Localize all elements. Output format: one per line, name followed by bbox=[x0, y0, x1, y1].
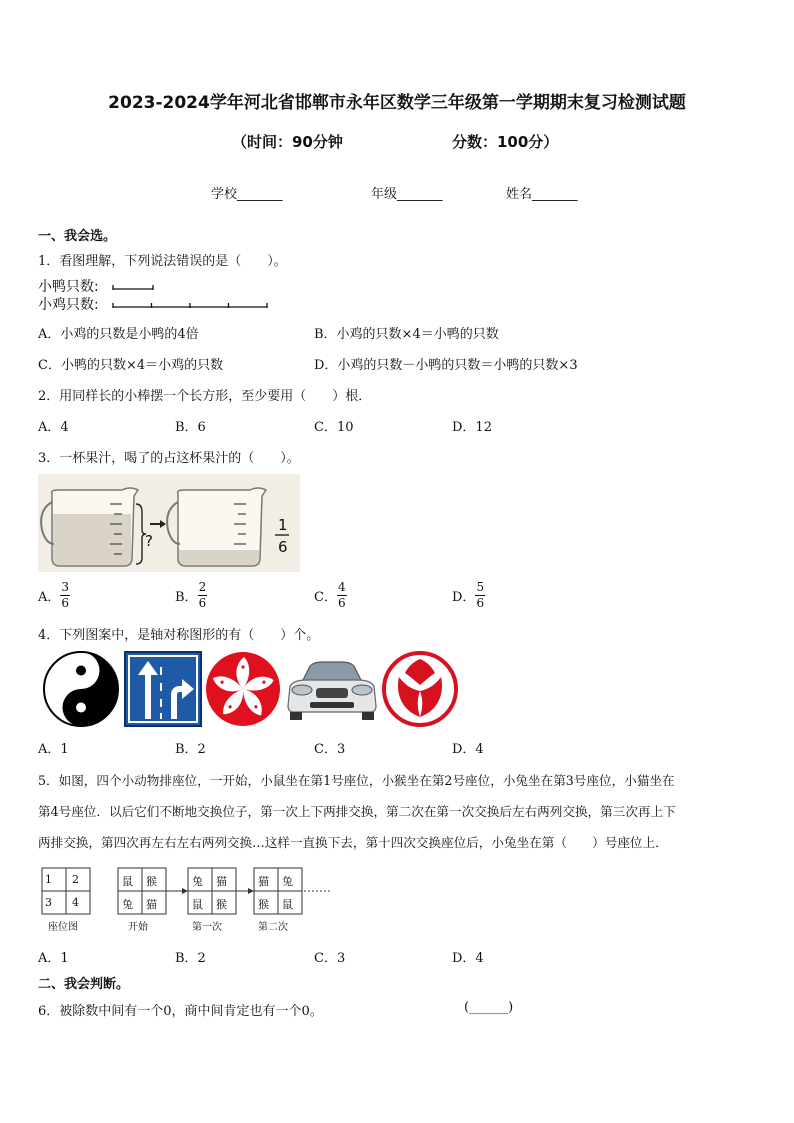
q1-option-b[interactable]: B．小鸡的只数×4＝小鸭的只数 bbox=[314, 327, 499, 342]
q4-option-b[interactable]: B．2 bbox=[175, 742, 206, 757]
q5-option-b[interactable]: B．2 bbox=[175, 951, 206, 966]
grid3-cell-4: 鼠 bbox=[282, 898, 293, 911]
question-6-stem: 6．被除数中间有一个0，商中间肯定也有一个0。 bbox=[38, 1004, 323, 1019]
grid3-cell-2: 兔 bbox=[282, 875, 293, 888]
q3-option-d[interactable] bbox=[452, 580, 485, 611]
question-4-stem: 4．下列图案中，是轴对称图形的有（ ）个。 bbox=[38, 628, 320, 643]
q3-option-a-label: A． bbox=[38, 590, 61, 605]
q5-option-d[interactable]: D．4 bbox=[452, 951, 484, 966]
grid2-cell-4: 猴 bbox=[216, 898, 227, 911]
seating-diagram bbox=[38, 866, 338, 934]
grid1-cell-2: 猴 bbox=[146, 875, 157, 888]
question-6-answer-blank[interactable]: (______) bbox=[464, 1000, 514, 1015]
q1-option-a[interactable]: A．小鸡的只数是小鸭的4倍 bbox=[38, 327, 199, 342]
q2-option-c[interactable]: C．10 bbox=[314, 420, 354, 435]
grid3-cell-3: 猴 bbox=[258, 898, 269, 911]
grid2-cell-2: 猫 bbox=[216, 875, 227, 888]
grid1-cell-3: 兔 bbox=[122, 898, 133, 911]
q3-option-a-fraction: $\frac{3}{6}$ bbox=[61, 580, 70, 610]
question-2-stem: 2．用同样长的小棒摆一个长方形，至少要用（ ）根． bbox=[38, 389, 372, 404]
grid1-cell-1: 鼠 bbox=[122, 875, 133, 888]
question-5-line-3: 两排交换，第四次再左右左右两列交换…这样一直换下去，第十四次交换座位后，小兔坐在第（ ）号座位上． bbox=[38, 835, 668, 850]
q1-option-c[interactable]: C．小鸭的只数×4＝小鸡的只数 bbox=[38, 358, 224, 373]
q2-option-b[interactable]: B．6 bbox=[175, 420, 206, 435]
exam-score: 分数：100分） bbox=[452, 133, 559, 151]
exam-time: （时间：90分钟 bbox=[232, 133, 343, 151]
chick-count-label: 小鸡只数: bbox=[38, 297, 99, 313]
question-5-line-1: 5．如图，四个小动物排座位，一开始，小鼠坐在第1号座位，小猴坐在第2号座位，小兔坐在第3号座位，小猫坐在 bbox=[38, 773, 675, 788]
bauhinia-flag-icon bbox=[204, 651, 282, 727]
dongfeng-logo-icon bbox=[381, 651, 459, 727]
q4-option-a[interactable]: A．1 bbox=[38, 742, 69, 757]
grid2-cell-3: 鼠 bbox=[192, 898, 203, 911]
q4-option-d[interactable]: D．4 bbox=[452, 742, 484, 757]
duck-count-bar bbox=[112, 283, 154, 291]
q3-option-b[interactable] bbox=[175, 580, 207, 611]
grid1-cell-4: 猫 bbox=[146, 898, 157, 911]
q5-option-a[interactable]: A．1 bbox=[38, 951, 69, 966]
duck-count-label: 小鸭只数: bbox=[38, 279, 99, 295]
q2-option-a[interactable]: A．4 bbox=[38, 420, 69, 435]
chick-count-bar bbox=[112, 301, 268, 309]
juice-cups-figure bbox=[38, 474, 300, 572]
question-5-line-2: 第4号座位．以后它们不断地交换位子，第一次上下两排交换，第二次在第一次交换后左右两列交换，第三次再上下 bbox=[38, 804, 676, 819]
grade-field[interactable]: 年级_______ bbox=[371, 187, 443, 202]
car-front-icon bbox=[284, 656, 380, 724]
name-field[interactable]: 姓名_______ bbox=[506, 187, 578, 202]
school-field[interactable]: 学校_______ bbox=[211, 187, 283, 202]
q3-option-b-fraction: $\frac{2}{6}$ bbox=[198, 580, 207, 610]
section-2-title: 二、我会判断。 bbox=[38, 977, 130, 992]
q3-option-c[interactable] bbox=[314, 580, 347, 611]
grid0-caption: 座位图 bbox=[48, 922, 78, 933]
question-1-stem: 1．看图理解，下列说法错误的是（ ）。 bbox=[38, 254, 287, 269]
grid1-caption: 开始 bbox=[128, 922, 148, 933]
q3-option-c-label: C． bbox=[314, 590, 337, 605]
section-1-title: 一、我会选。 bbox=[38, 229, 117, 244]
q3-option-a[interactable] bbox=[38, 580, 70, 611]
q5-option-c[interactable]: C．3 bbox=[314, 951, 346, 966]
question-3-stem: 3．一杯果汁，喝了的占这杯果汁的（ ）。 bbox=[38, 451, 300, 466]
q3-option-d-label: D． bbox=[452, 590, 476, 605]
q2-option-d[interactable]: D．12 bbox=[452, 420, 492, 435]
cup-fraction-denominator: 6 bbox=[278, 538, 288, 556]
q3-option-c-fraction: $\frac{4}{6}$ bbox=[337, 580, 346, 610]
measuring-cups-image bbox=[38, 474, 300, 572]
grid0-cell-2: 2 bbox=[72, 873, 79, 886]
q3-option-d-fraction: $\frac{5}{6}$ bbox=[476, 580, 485, 610]
grid0-cell-4: 4 bbox=[72, 896, 79, 909]
page-title: 2023-2024学年河北省邯郸市永年区数学三年级第一学期期末复习检测试题 bbox=[108, 93, 686, 113]
grid0-cell-1: 1 bbox=[45, 873, 52, 886]
grid2-caption: 第一次 bbox=[192, 922, 222, 933]
cup-fraction-numerator: 1 bbox=[278, 516, 288, 534]
q1-option-d[interactable]: D．小鸡的只数－小鸭的只数＝小鸭的只数×3 bbox=[314, 358, 578, 373]
grid0-cell-3: 3 bbox=[45, 896, 52, 909]
q3-option-b-label: B． bbox=[175, 590, 198, 605]
q4-option-c[interactable]: C．3 bbox=[314, 742, 346, 757]
grid3-caption: 第二次 bbox=[258, 922, 288, 933]
question-mark: ? bbox=[145, 532, 153, 550]
grid3-cell-1: 猫 bbox=[258, 875, 269, 888]
yin-yang-icon bbox=[42, 650, 120, 728]
road-direction-sign-icon bbox=[124, 651, 202, 727]
grid2-cell-1: 兔 bbox=[192, 875, 203, 888]
